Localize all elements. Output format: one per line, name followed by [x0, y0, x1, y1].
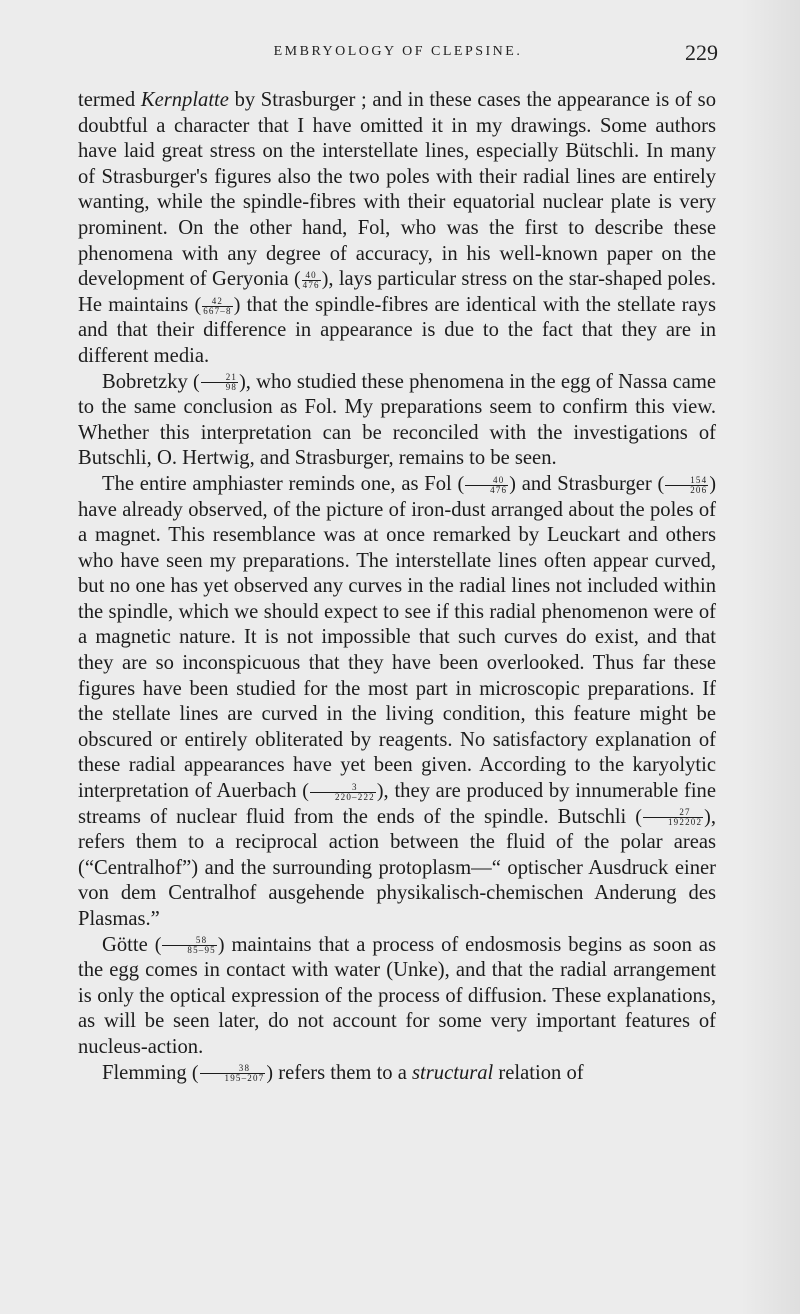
paren-close: ) [321, 268, 329, 291]
citation-fraction [162, 936, 217, 955]
fraction-denominator: 195–207 [224, 1073, 265, 1084]
fraction-denominator: 220–222 [334, 791, 375, 802]
fraction-numerator: 42 [202, 297, 233, 307]
paren-open: ( [191, 1061, 199, 1084]
text-run: Bobretzky [102, 370, 194, 393]
fraction-numerator: 40 [465, 476, 508, 486]
text-run: relation of [493, 1061, 584, 1084]
fraction-numerator: 58 [162, 936, 217, 946]
text-run: refers them to a [273, 1061, 413, 1084]
text-run: The entire amphiaster reminds one, as Fol [102, 472, 458, 495]
page-edge-shadow [740, 0, 800, 1314]
body-text [78, 88, 716, 1086]
paren-open: ( [194, 293, 202, 316]
page-number: 229 [685, 40, 718, 65]
citation-fraction [302, 271, 321, 290]
fraction-numerator: 38 [200, 1064, 266, 1074]
paren-close: ) [233, 293, 241, 316]
citation-fraction [201, 373, 238, 392]
paragraph-2 [78, 370, 716, 472]
text-run: Götte [102, 933, 155, 956]
fraction-numerator: 21 [201, 373, 238, 383]
fraction-denominator: 476 [302, 279, 320, 290]
paren-close: ) [704, 805, 711, 828]
paren-open: ( [193, 370, 200, 393]
text-run: termed [78, 89, 141, 111]
paren-close: ) [239, 370, 246, 393]
text-run: have already observed, of the picture of iron-dust arranged about the poles of a magnet. This resemblance was at once remarked by Leuckart and others who have seen my preparations. The interstellate lines often appear curved, but no one has yet observed any curves in the radial lines not included within the spindle, which we should expect to see if this radial phenomenon were of a magnetic nature. It is not impossible that such curves do exist, and that they are so inconspicuous that they have been overlooked. Thus far these figures have been studied for the most part in microscopic preparations. If the stellate lines are curved in the living condition, this feature might be obscured or entirely obliterated by reagents. No satisfactory explanation of these radial appearances have yet been given. According to the karyolytic interpretation of Auerbach [78, 498, 716, 803]
citation-fraction [465, 476, 508, 495]
paren-open: ( [635, 805, 642, 828]
paragraph-5 [78, 1061, 716, 1087]
text-run: maintains that a process of endosmosis begins as soon as the egg comes in contact with water (Unke), and that the radial arrangement is only the optical expression of the process of diffusion. These explanations, as will be seen later, do not account for some very important features of nucleus-action. [78, 933, 717, 1058]
paren-open: ( [457, 472, 465, 495]
citation-fraction [202, 297, 233, 316]
fraction-denominator: 206 [690, 484, 708, 495]
text-run: that the spindle-fibres are identical with the stellate rays and that their difference in appearance is due to the fact that they are in different media. [78, 293, 716, 367]
fraction-numerator: 154 [665, 476, 708, 486]
text-run: , they are produced by innumerable fine streams of nuclear fluid from the ends of the spindle. Butschli [78, 780, 716, 828]
paragraph-3 [78, 472, 716, 933]
text-run: by Strasburger ; and in these cases the appearance is of so doubtful a character that I have omitted it in my drawings. Some authors have laid great stress on the interstellate lines, especially Bütschli. In many of Strasburger's figures also the two poles with their radial lines are entirely wanting, while the spindle-fibres with their equatorial nuclear plate is very prominent. On the other hand, Fol, who was the first to describe these phenomena with any degree of accuracy, in his well-known paper on the development of Geryonia [78, 89, 716, 291]
text-run: and Strasburger [515, 472, 658, 495]
text-run: , lays particular stress on the star-shaped poles. He maintains [78, 268, 716, 316]
paragraph-4 [78, 933, 716, 1061]
fraction-denominator: 667–8 [203, 305, 232, 316]
paren-close: ) [376, 780, 384, 803]
fraction-denominator: 476 [490, 484, 508, 495]
paren-close: ) [266, 1061, 274, 1084]
paragraph-1 [78, 88, 716, 370]
paren-open: ( [293, 268, 301, 291]
citation-fraction [665, 476, 708, 495]
paren-close: ) [709, 472, 716, 495]
paren-close: ) [217, 933, 225, 956]
fraction-numerator: 27 [643, 808, 703, 818]
italic-term: Kernplatte [140, 89, 229, 111]
fraction-denominator: 85–95 [187, 945, 216, 956]
fraction-numerator: 3 [310, 783, 376, 793]
citation-fraction [643, 808, 703, 827]
page-header [78, 42, 718, 72]
fraction-denominator: 192202 [667, 817, 703, 828]
text-run: Flemming [102, 1061, 192, 1084]
fraction-numerator: 40 [302, 271, 321, 281]
paren-open: ( [302, 780, 309, 803]
italic-term: structural [412, 1061, 494, 1084]
running-title: EMBRYOLOGY OF CLEPSINE. [273, 44, 523, 59]
paren-open: ( [154, 933, 162, 956]
paren-close: ) [509, 472, 516, 495]
citation-fraction [310, 783, 376, 802]
fraction-denominator: 98 [225, 382, 238, 393]
paren-open: ( [657, 472, 665, 495]
citation-fraction [200, 1064, 266, 1083]
text-run: , refers them to a reciprocal action between the fluid of the polar areas (“Centralhof”) and the surrounding protoplasm—“ optischer Ausdruck einer von dem Centralhof ausgehende physikalisch-chemischen Anderung des Plasmas.” [78, 805, 716, 930]
text-run: , who studied these phenomena in the egg of Nassa came to the same conclusion as Fol. My preparations seem to confirm this view. Whether this interpretation can be reconciled with the investigations of Butschli, O. Hertwig, and Strasburger, remains to be seen. [78, 370, 717, 470]
